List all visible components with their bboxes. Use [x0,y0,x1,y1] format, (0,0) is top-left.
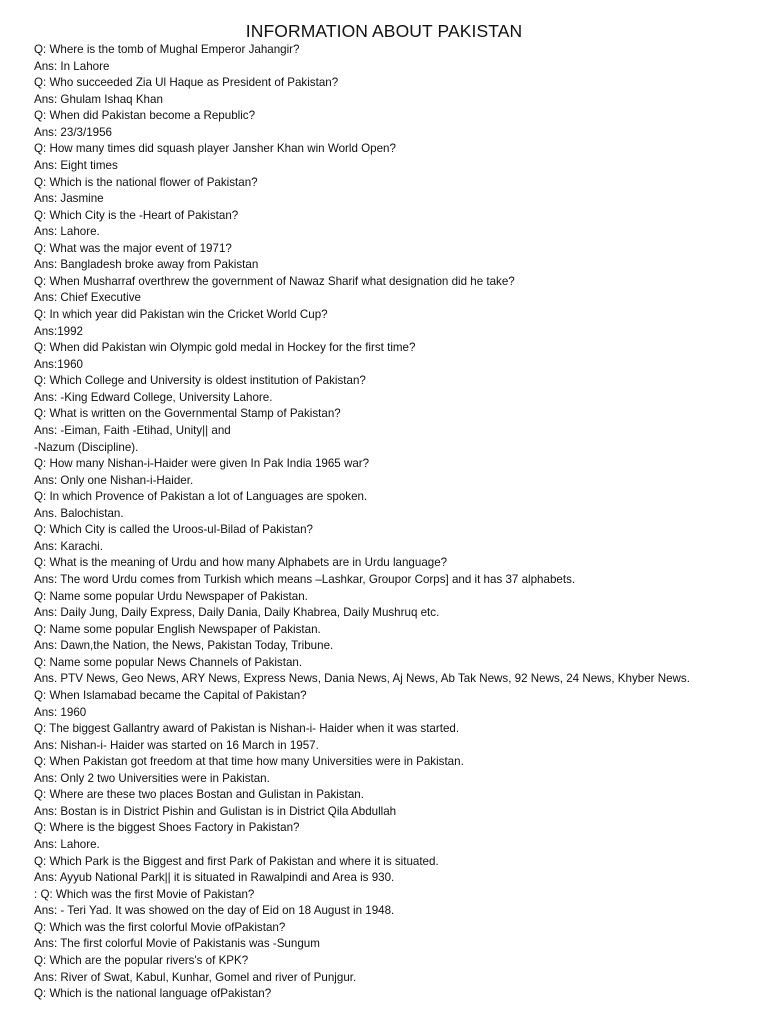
answer-line: Ans: River of Swat, Kabul, Kunhar, Gomel and river of Punjgur. [34,970,357,984]
answer-line: Ans: Only one Nishan-i-Haider. [34,473,194,487]
answer-line: Ans: - Teri Yad. It was showed on the day of Eid on 18 August in 1948. [34,904,395,918]
question-line: Q: Name some popular News Channels of Pakistan. [34,655,303,669]
question-line: Q: Which is the national language ofPakistan? [34,987,272,1001]
question-line: Q: Which College and University is oldest institution of Pakistan? [34,374,366,388]
question-line: Q: Where are these two places Bostan and Gulistan in Pakistan. [34,788,364,802]
qa-text-body [34,42,754,1003]
question-line: Q: Where is the biggest Shoes Factory in Pakistan? [34,821,300,835]
answer-line: Ans: Bostan is in District Pishin and Gulistan is in District Qila Abdullah [34,804,397,818]
answer-line: Ans: Nishan-i- Haider was started on 16 March in 1957. [34,738,319,752]
answer-line: Ans: Only 2 two Universities were in Pakistan. [34,771,270,785]
answer-line: Ans. Balochistan. [34,506,124,520]
answer-line: Ans: Chief Executive [34,291,141,305]
answer-line: Ans: Jasmine [34,192,104,206]
text-line: -Nazum (Discipline). [34,440,139,454]
answer-line: Ans: 23/3/1956 [34,125,112,139]
question-line: Q: In which year did Pakistan win the Cricket World Cup? [34,308,328,321]
answer-line: Ans: 1960 [34,705,87,719]
question-line: Q: Which City is the -Heart of Pakistan? [34,208,239,222]
answer-line: Ans: Eight times [34,158,118,172]
page-title: INFORMATION ABOUT PAKISTAN [245,21,523,41]
answer-line: Ans:1960 [34,357,83,371]
answer-line: Ans: Ayyub National Park|| it is situated in Rawalpindi and Area is 930. [34,871,395,885]
answer-line: Ans: Daily Jung, Daily Express, Daily Dania, Daily Khabrea, Daily Mushruq etc. [34,606,440,620]
question-line: Q: Where is the tomb of Mughal Emperor Jahangir? [34,43,300,56]
question-line: Q: Who succeeded Zia Ul Haque as President of Pakistan? [34,76,339,90]
question-line: Q: Which is the national flower of Pakistan? [34,175,258,189]
question-line: Q: The biggest Gallantry award of Pakistan is Nishan-i- Haider when it was started. [34,722,460,736]
question-line: Q: When did Pakistan become a Republic? [34,109,256,123]
answer-line: Ans: Lahore. [34,225,100,239]
answer-line: Ans: In Lahore [34,59,110,73]
question-line: Q: What is written on the Governmental Stamp of Pakistan? [34,407,341,421]
question-line: Q: What was the major event of 1971? [34,241,232,255]
question-line: Q: When Islamabad became the Capital of Pakistan? [34,688,307,702]
answer-line: Ans: Dawn,the Nation, the News, Pakistan Today, Tribune. [34,639,334,653]
answer-line: Ans: The word Urdu comes from Turkish which means –Lashkar, Groupor Corps] and it has 37 alphabets. [34,573,576,586]
question-line: Q: Which City is called the Uroos-ul-Bilad of Pakistan? [34,523,314,537]
question-line: Q: When Pakistan got freedom at that time how many Universities were in Pakistan. [34,755,464,769]
question-line: Q: Which was the first colorful Movie ofPakistan? [34,920,286,934]
answer-line: Ans: -Eiman, Faith -Etihad, Unity|| and [34,423,231,437]
answer-line: Ans:1992 [34,324,83,338]
question-line: Q: In which Provence of Pakistan a lot of Languages are spoken. [34,490,368,504]
answer-line: Ans: The first colorful Movie of Pakistanis was -Sungum [34,937,320,951]
question-line: Q: How many Nishan-i-Haider were given In Pak India 1965 war? [34,457,370,471]
question-line: Q: Which are the popular rivers's of KPK? [34,953,249,967]
question-line: Q: What is the meaning of Urdu and how many Alphabets are in Urdu language? [34,556,448,570]
answer-line: Ans: Karachi. [34,539,103,553]
question-line: Q: When Musharraf overthrew the government of Nawaz Sharif what designation did he take? [34,274,515,288]
question-line: Q: How many times did squash player Jansher Khan win World Open? [34,142,396,156]
answer-line: Ans: Lahore. [34,838,100,851]
answer-line: Ans. PTV News, Geo News, ARY News, Express News, Dania News, Aj News, Ab Tak News, 92 News, 24 News, Khyber News. [34,672,690,686]
answer-line: Ans: Bangladesh broke away from Pakistan [34,258,259,272]
question-line: Q: Name some popular Urdu Newspaper of Pakistan. [34,589,308,603]
answer-line: Ans: Ghulam Ishaq Khan [34,92,163,106]
question-line: Q: Name some popular English Newspaper of Pakistan. [34,622,321,636]
question-line: Q: When did Pakistan win Olympic gold medal in Hockey for the first time? [34,341,416,355]
answer-line: Ans: -King Edward College, University Lahore. [34,390,273,404]
question-line: Q: Which Park is the Biggest and first Park of Pakistan and where it is situated. [34,854,439,868]
question-line: : Q: Which was the first Movie of Pakistan? [34,887,255,901]
